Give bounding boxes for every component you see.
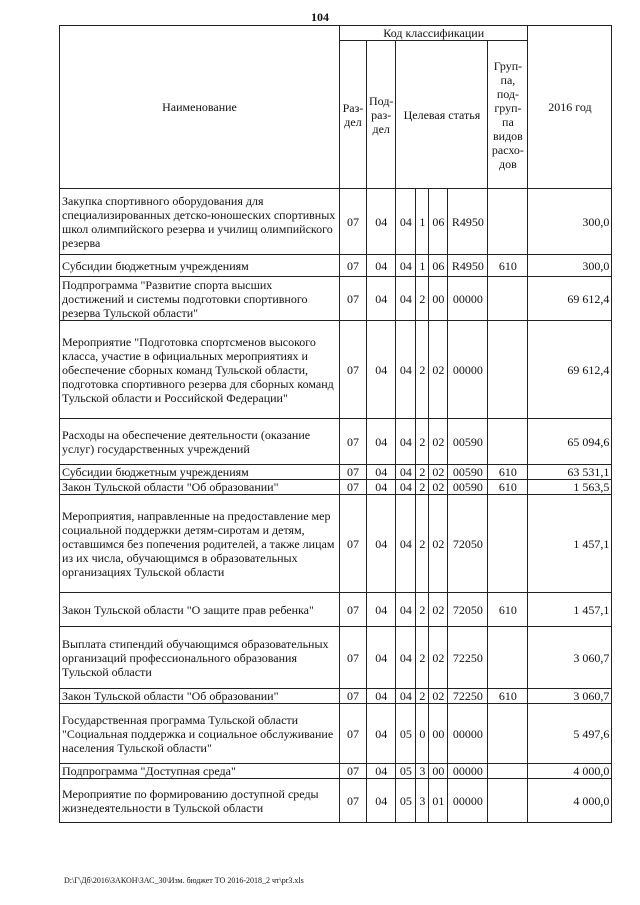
row-target-subprogram: 1 <box>416 255 429 277</box>
row-amount: 69 612,4 <box>528 277 612 321</box>
table-row <box>60 779 612 823</box>
row-target-subprogram: 2 <box>416 419 429 465</box>
header-subsection: Под-раз-дел <box>367 41 396 189</box>
row-target-program: 04 <box>396 495 416 593</box>
row-target-measure: 00 <box>429 277 448 321</box>
table-row <box>60 321 612 419</box>
row-expense-group <box>488 764 528 779</box>
row-target-subprogram: 2 <box>416 480 429 495</box>
table-row <box>60 627 612 689</box>
row-expense-group: 610 <box>488 689 528 704</box>
row-target-program: 04 <box>396 255 416 277</box>
row-target-direction: 00000 <box>448 779 488 823</box>
row-amount: 65 094,6 <box>528 419 612 465</box>
table-row <box>60 764 612 779</box>
row-expense-group <box>488 189 528 255</box>
row-amount: 3 060,7 <box>528 689 612 704</box>
row-target-measure: 06 <box>429 255 448 277</box>
row-amount: 63 531,1 <box>528 465 612 480</box>
row-amount: 3 060,7 <box>528 627 612 689</box>
table-row <box>60 495 612 593</box>
row-razdel: 07 <box>340 627 367 689</box>
header-classification: Код классификации <box>340 26 528 41</box>
row-target-program: 04 <box>396 627 416 689</box>
row-target-measure: 06 <box>429 189 448 255</box>
row-target-subprogram: 2 <box>416 593 429 627</box>
row-razdel: 07 <box>340 764 367 779</box>
row-name: Закупка спортивного оборудования для специализированных детско-юношеских спортивных школ олимпийского резерва и училищ олимпийского резерва <box>60 189 340 255</box>
row-razdel: 07 <box>340 779 367 823</box>
header-group: Груп-па, под-груп-па видов расхо-дов <box>488 41 528 189</box>
row-target-program: 04 <box>396 189 416 255</box>
row-target-measure: 02 <box>429 480 448 495</box>
row-razdel: 07 <box>340 189 367 255</box>
row-target-measure: 02 <box>429 593 448 627</box>
row-name: Подпрограмма "Развитие спорта высших достижений и системы подготовки спортивного резерва Тульской области" <box>60 277 340 321</box>
row-podrazdel: 04 <box>367 465 396 480</box>
row-target-program: 05 <box>396 779 416 823</box>
row-target-direction: 00590 <box>448 480 488 495</box>
row-target-direction: 72250 <box>448 627 488 689</box>
row-target-measure: 02 <box>429 495 448 593</box>
row-name: Субсидии бюджетным учреждениям <box>60 255 340 277</box>
row-podrazdel: 04 <box>367 277 396 321</box>
row-target-direction: 72050 <box>448 495 488 593</box>
row-podrazdel: 04 <box>367 704 396 764</box>
row-target-measure: 02 <box>429 627 448 689</box>
row-target-measure: 02 <box>429 689 448 704</box>
row-target-measure: 02 <box>429 465 448 480</box>
budget-table <box>59 25 612 823</box>
row-name: Закон Тульской области "Об образовании" <box>60 480 340 495</box>
row-target-program: 05 <box>396 764 416 779</box>
row-podrazdel: 04 <box>367 764 396 779</box>
header-target-article: Целевая статья <box>396 41 488 189</box>
row-expense-group <box>488 704 528 764</box>
row-name: Субсидии бюджетным учреждениям <box>60 465 340 480</box>
row-podrazdel: 04 <box>367 480 396 495</box>
row-podrazdel: 04 <box>367 779 396 823</box>
row-amount: 4 000,0 <box>528 779 612 823</box>
row-target-program: 05 <box>396 704 416 764</box>
row-expense-group <box>488 321 528 419</box>
row-razdel: 07 <box>340 321 367 419</box>
row-expense-group: 610 <box>488 480 528 495</box>
row-amount: 300,0 <box>528 255 612 277</box>
row-expense-group <box>488 779 528 823</box>
row-podrazdel: 04 <box>367 189 396 255</box>
table-row <box>60 480 612 495</box>
row-target-direction: R4950 <box>448 255 488 277</box>
row-target-direction: 00590 <box>448 465 488 480</box>
row-podrazdel: 04 <box>367 627 396 689</box>
row-target-direction: 00000 <box>448 704 488 764</box>
header-section: Раз-дел <box>340 41 367 189</box>
row-name: Подпрограмма "Доступная среда" <box>60 764 340 779</box>
table-row <box>60 465 612 480</box>
row-target-program: 04 <box>396 321 416 419</box>
row-name: Расходы на обеспечение деятельности (оказание услуг) государственных учреждений <box>60 419 340 465</box>
table-row <box>60 704 612 764</box>
row-target-subprogram: 2 <box>416 321 429 419</box>
row-name: Выплата стипендий обучающимся образовательных организаций профессионального образования Тульской области <box>60 627 340 689</box>
row-target-subprogram: 1 <box>416 189 429 255</box>
row-target-program: 04 <box>396 480 416 495</box>
row-target-subprogram: 2 <box>416 495 429 593</box>
row-target-measure: 02 <box>429 419 448 465</box>
header-year: 2016 год <box>528 26 612 189</box>
row-target-measure: 00 <box>429 704 448 764</box>
row-amount: 1 457,1 <box>528 593 612 627</box>
row-target-subprogram: 3 <box>416 764 429 779</box>
table-row <box>60 189 612 255</box>
row-amount: 5 497,6 <box>528 704 612 764</box>
row-target-subprogram: 3 <box>416 779 429 823</box>
row-podrazdel: 04 <box>367 419 396 465</box>
row-expense-group: 610 <box>488 255 528 277</box>
row-podrazdel: 04 <box>367 593 396 627</box>
table-row <box>60 255 612 277</box>
table-row <box>60 419 612 465</box>
row-expense-group <box>488 419 528 465</box>
row-podrazdel: 04 <box>367 689 396 704</box>
row-name: Государственная программа Тульской области "Социальная поддержка и социальное обслуживание населения Тульской области" <box>60 704 340 764</box>
row-target-direction: 72250 <box>448 689 488 704</box>
row-razdel: 07 <box>340 704 367 764</box>
row-target-direction: 00000 <box>448 764 488 779</box>
row-amount: 300,0 <box>528 189 612 255</box>
row-target-subprogram: 2 <box>416 465 429 480</box>
row-target-subprogram: 2 <box>416 277 429 321</box>
table-row <box>60 277 612 321</box>
table-row <box>60 593 612 627</box>
file-path-footer: D:\Г\Дб\2016\ЗАКОН\ЗАС_30\Изм. бюджет ТО 2016-2018_2 чт\pr3.xls <box>64 876 304 885</box>
row-amount: 1 457,1 <box>528 495 612 593</box>
row-razdel: 07 <box>340 593 367 627</box>
row-target-program: 04 <box>396 593 416 627</box>
table-row <box>60 689 612 704</box>
row-target-measure: 02 <box>429 321 448 419</box>
row-expense-group: 610 <box>488 465 528 480</box>
row-razdel: 07 <box>340 465 367 480</box>
row-target-direction: R4950 <box>448 189 488 255</box>
row-amount: 69 612,4 <box>528 321 612 419</box>
row-expense-group <box>488 627 528 689</box>
row-amount: 4 000,0 <box>528 764 612 779</box>
row-razdel: 07 <box>340 277 367 321</box>
row-name: Мероприятия, направленные на предоставление мер социальной поддержки детям-сиротам и детям, оставшимся без попечения родителей, а также лицам из их числа, обучающимся в образовательных организациях Тульской области <box>60 495 340 593</box>
row-name: Мероприятие "Подготовка спортсменов высокого класса, участие в официальных мероприятиях и обеспечение сборных команд Тульской области, подготовка спортивного резерва для сборных команд Тульской области и Российской Федерации" <box>60 321 340 419</box>
row-target-subprogram: 0 <box>416 704 429 764</box>
row-expense-group <box>488 495 528 593</box>
row-razdel: 07 <box>340 419 367 465</box>
row-target-program: 04 <box>396 419 416 465</box>
row-target-direction: 00590 <box>448 419 488 465</box>
row-target-measure: 01 <box>429 779 448 823</box>
row-podrazdel: 04 <box>367 495 396 593</box>
row-target-program: 04 <box>396 465 416 480</box>
row-target-program: 04 <box>396 277 416 321</box>
row-expense-group <box>488 277 528 321</box>
row-razdel: 07 <box>340 480 367 495</box>
row-podrazdel: 04 <box>367 321 396 419</box>
row-target-subprogram: 2 <box>416 689 429 704</box>
page-number: 104 <box>311 10 329 24</box>
row-razdel: 07 <box>340 495 367 593</box>
row-razdel: 07 <box>340 255 367 277</box>
row-razdel: 07 <box>340 689 367 704</box>
header-name: Наименование <box>60 26 340 189</box>
row-expense-group: 610 <box>488 593 528 627</box>
row-podrazdel: 04 <box>367 255 396 277</box>
row-amount: 1 563,5 <box>528 480 612 495</box>
table-body <box>60 189 612 823</box>
row-target-direction: 00000 <box>448 321 488 419</box>
row-target-subprogram: 2 <box>416 627 429 689</box>
row-target-direction: 72050 <box>448 593 488 627</box>
row-target-measure: 00 <box>429 764 448 779</box>
row-name: Мероприятие по формированию доступной среды жизнедеятельности в Тульской области <box>60 779 340 823</box>
row-target-direction: 00000 <box>448 277 488 321</box>
row-target-program: 04 <box>396 689 416 704</box>
row-name: Закон Тульской области "О защите прав ребенка" <box>60 593 340 627</box>
row-name: Закон Тульской области "Об образовании" <box>60 689 340 704</box>
